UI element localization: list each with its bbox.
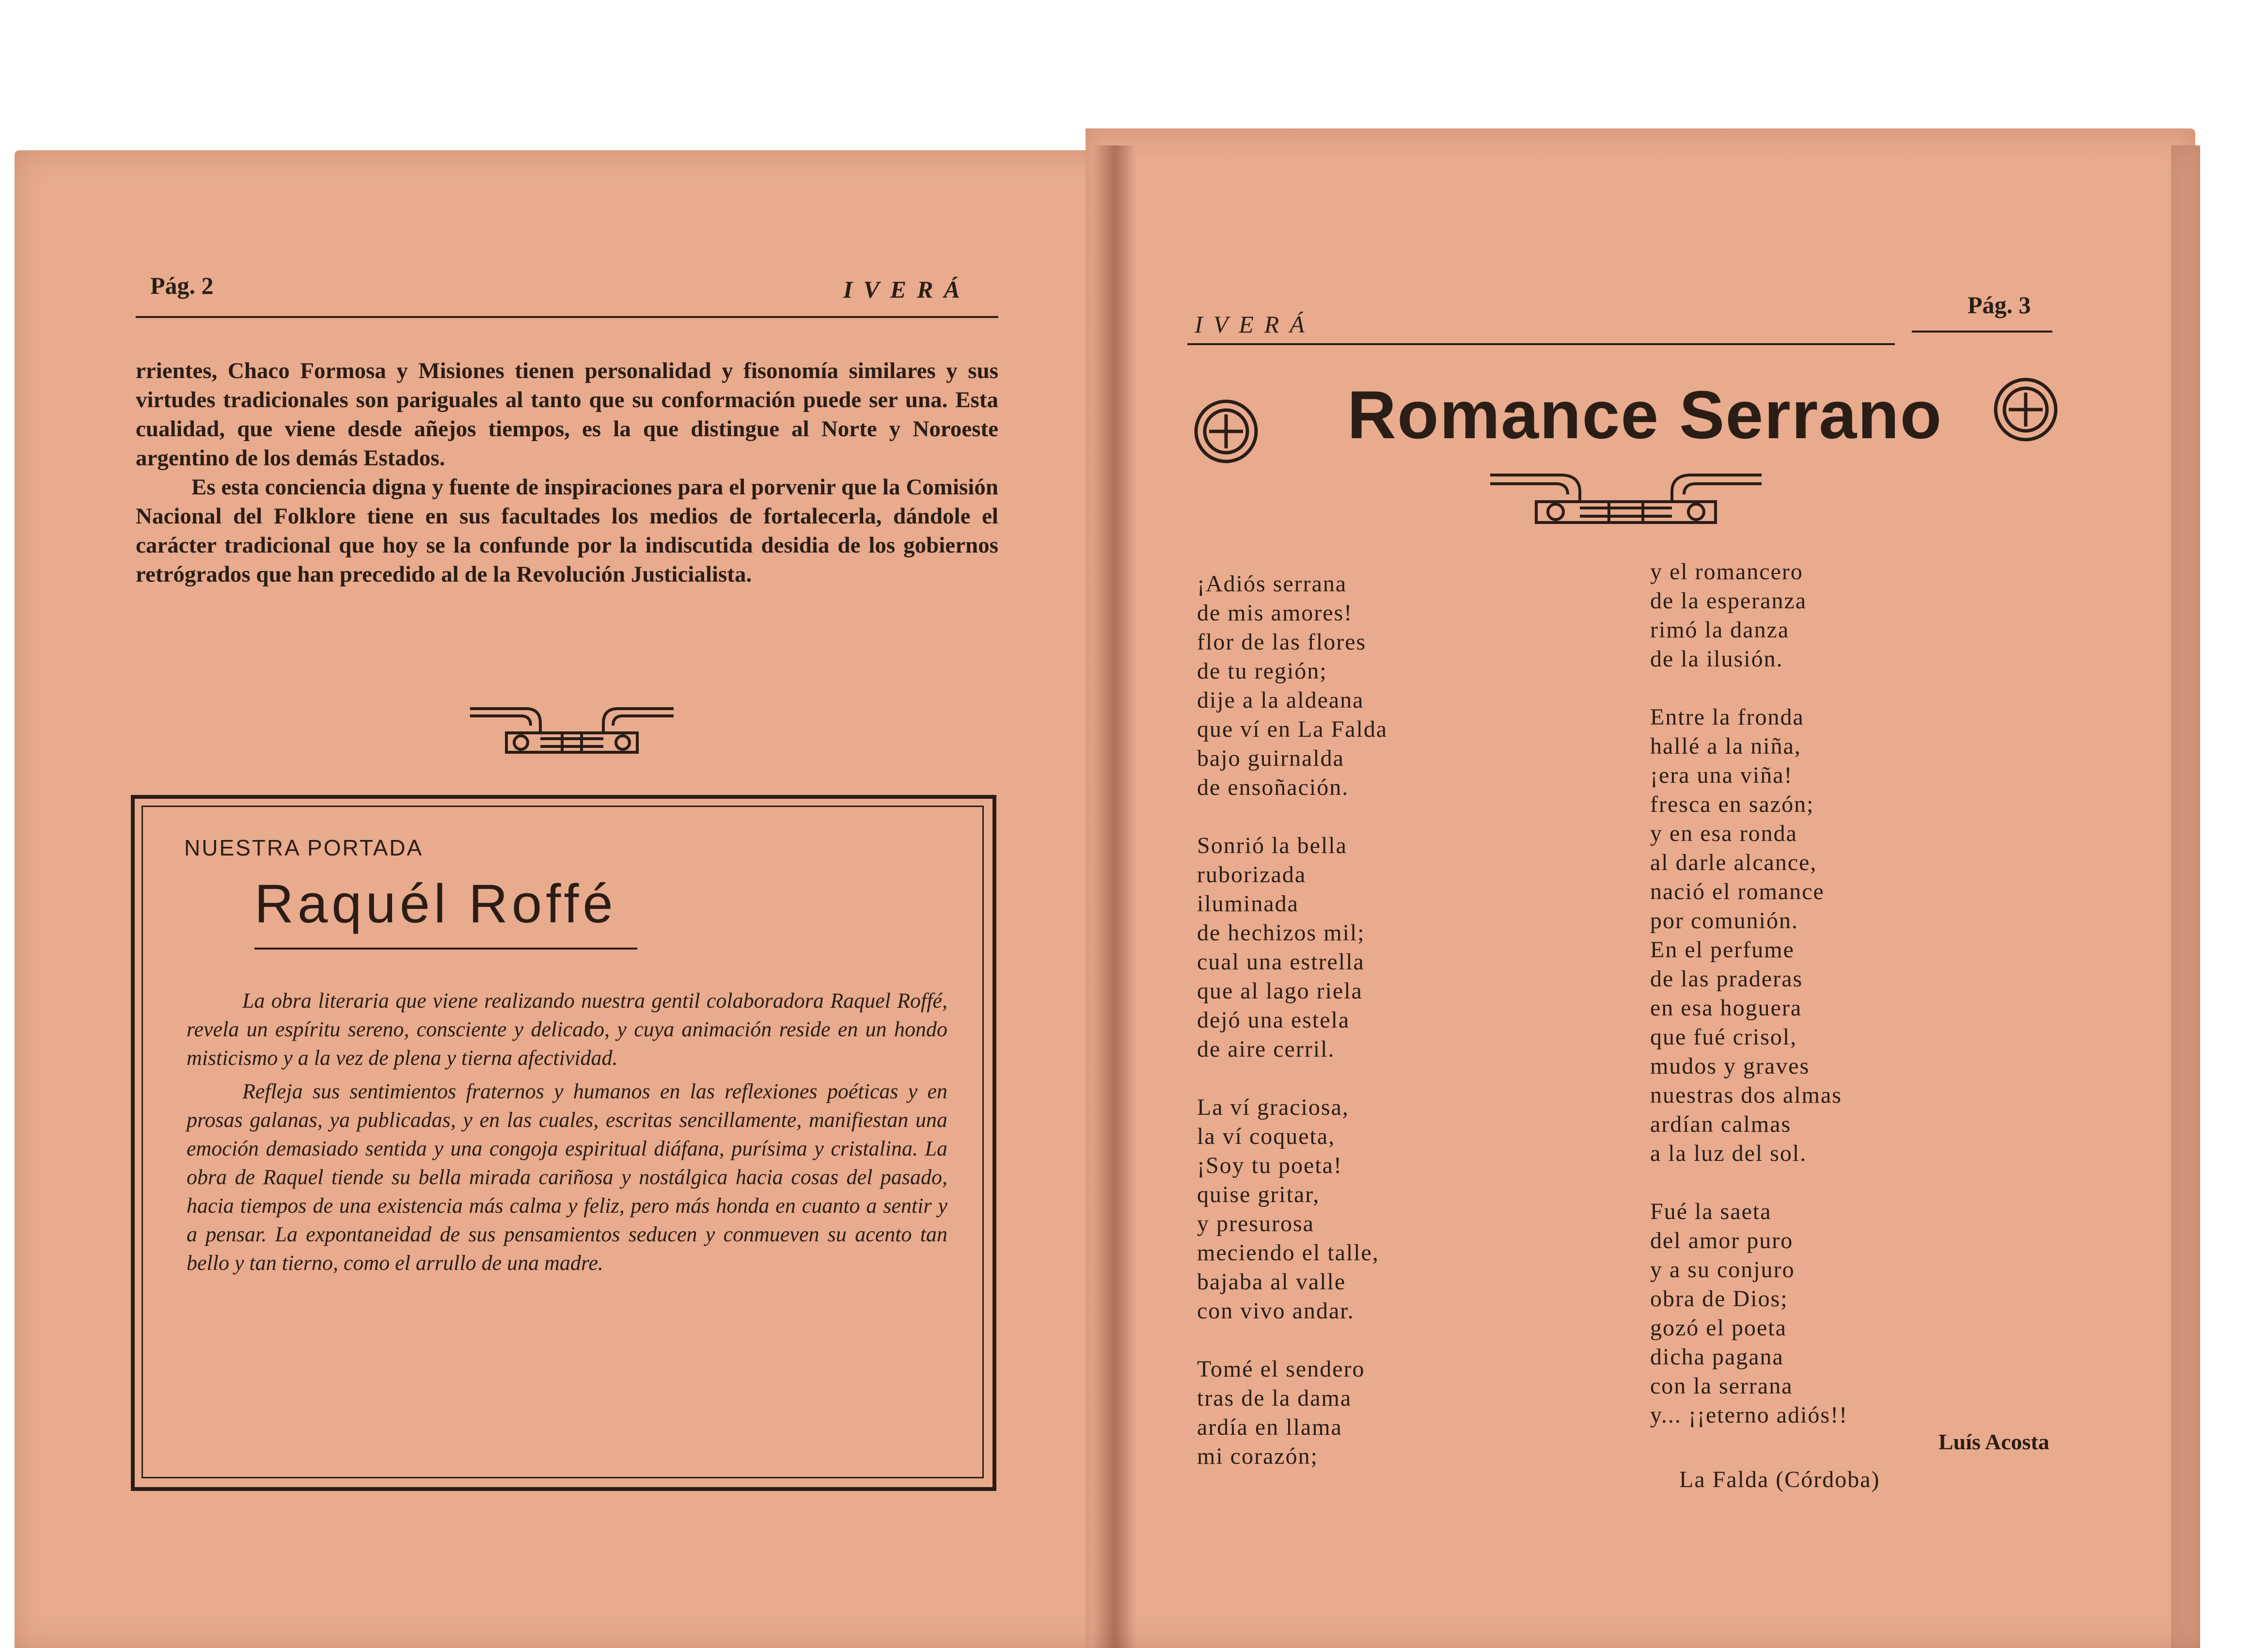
poem-line: que al lago riela	[1197, 978, 1363, 1004]
poem-line: iluminada	[1197, 891, 1299, 917]
poem-line: La ví graciosa,	[1197, 1094, 1349, 1120]
poem-line: de aire cerril.	[1197, 1036, 1335, 1062]
paragraph: La obra literaria que viene realizando nuestra gentil colaboradora Raquel Roffé, revela un espíritu sereno, consciente y delicado, y cuya animación reside en un hondo misticismo y a la vez de plena y tierna afectividad.	[187, 989, 947, 1070]
right-header-rule	[1187, 343, 1895, 345]
poem-line: Tomé el sendero	[1197, 1356, 1365, 1382]
poem-line: al darle alcance,	[1650, 850, 1817, 875]
poem-stanza	[1197, 831, 1387, 1064]
poem-line: bajaba al valle	[1197, 1269, 1346, 1295]
poem-line: de la ilusión.	[1650, 646, 1783, 672]
ornament-vignette	[1488, 470, 1764, 526]
poem-line: gozó el poeta	[1650, 1315, 1787, 1341]
poem-line: de tu región;	[1197, 658, 1327, 684]
right-header-rule-short	[1912, 331, 2052, 333]
left-header-rule	[136, 316, 998, 318]
poem-line: por comunión.	[1650, 908, 1798, 934]
page-edge	[2171, 145, 2200, 1648]
poem-line: con vivo andar.	[1197, 1298, 1354, 1324]
poem-line: que ví en La Falda	[1197, 716, 1388, 742]
right-page-number: Pág. 3	[1968, 291, 2031, 318]
poem-line: ¡era una viña!	[1650, 762, 1793, 788]
poem-column-left	[1197, 570, 1387, 1500]
poem-stanza	[1650, 703, 1848, 1168]
poem-line: cual una estrella	[1197, 949, 1365, 975]
poem-line: hallé a la niña,	[1650, 733, 1801, 759]
paragraph: rrientes, Chaco Formosa y Misiones tienen personalidad y fisonomía similares y sus virtudes tradicionales son pariguales al tanto que su conformación puede ser una. Esta cualidad, que viene desde añejos tiempos, es la que distingue al Norte y Noroeste argentino de los demás Estados.	[136, 358, 998, 471]
poem-line: que fué crisol,	[1650, 1024, 1797, 1050]
poem-line: En el perfume	[1650, 937, 1795, 963]
portada-name-rule	[254, 948, 637, 950]
ornament-vignette	[468, 704, 676, 757]
poem-line: dicha pagana	[1650, 1344, 1784, 1370]
poem-line: y... ¡¡eterno adiós!!	[1650, 1402, 1848, 1428]
book-gutter	[1093, 145, 1136, 1648]
left-page-number: Pág. 2	[150, 272, 214, 299]
poem-line: con la serrana	[1650, 1373, 1793, 1399]
poem-line: ¡Soy tu poeta!	[1197, 1153, 1342, 1178]
poem-line: de mis amores!	[1197, 600, 1353, 626]
poem-line: rimó la danza	[1650, 617, 1790, 643]
poem-line: ruborizada	[1197, 862, 1307, 887]
circle-ornament-left	[1190, 395, 1262, 468]
poem-line: flor de las flores	[1197, 629, 1367, 655]
poem-line: dejó una estela	[1197, 1007, 1350, 1033]
portada-label: NUESTRA PORTADA	[184, 835, 424, 860]
poem-stanza	[1650, 1197, 1848, 1430]
poem-line: nuestras dos almas	[1650, 1082, 1842, 1108]
poem-line: meciendo el talle,	[1197, 1240, 1379, 1266]
poem-line: ¡Adiós serrana	[1197, 571, 1347, 597]
poem-line: en esa hoguera	[1650, 995, 1802, 1021]
poem-line: dije a la aldeana	[1197, 687, 1364, 713]
poem-line: la ví coqueta,	[1197, 1124, 1336, 1149]
poem-line: obra de Dios;	[1650, 1286, 1788, 1312]
paragraph: Es esta conciencia digna y fuente de inspiraciones para el porvenir que la Comisión Nacional del Folklore tiene en sus facultades los medios de fortalecerla, dándole el carácter tradicional que hoy se la confunde por la indiscutida desidia de los gobiernos retrógrados que han precedido al de la Revolución Justicialista.	[136, 475, 998, 587]
poem-line: tras de la dama	[1197, 1385, 1352, 1411]
right-masthead: IVERÁ	[1195, 311, 1315, 338]
poem-author: Luís Acosta	[1938, 1429, 2049, 1454]
poem-line: de ensoñación.	[1197, 775, 1349, 800]
poem-stanza	[1197, 1355, 1387, 1471]
poem-line: y en esa ronda	[1650, 821, 1797, 846]
poem-column-right	[1650, 557, 1848, 1459]
poem-place: La Falda (Córdoba)	[1679, 1467, 1880, 1492]
portada-text	[187, 986, 947, 1277]
poem-stanza	[1650, 557, 1848, 674]
poem-line: ardía en llama	[1197, 1414, 1342, 1440]
poem-line: nació el romance	[1650, 879, 1825, 904]
poem-line: y presurosa	[1197, 1211, 1314, 1236]
poem-line: de la esperanza	[1650, 588, 1807, 614]
poem-line: Fué la saeta	[1650, 1199, 1772, 1224]
poem-line: y el romancero	[1650, 559, 1803, 585]
poem-line: fresca en sazón;	[1650, 792, 1814, 817]
paragraph: Refleja sus sentimientos fraternos y humanos en las reflexiones poéticas y en prosas galanas, ya publicadas, y en las cuales, escritas sencillamente, manifiestan una emoción demasiado sentida y una congoja espiritual diáfana, purísima y cristalina. La obra de Raquel tiende su bella mirada cariñosa y nostálgica hacia cosas del pasado, hacia tiempos de una existencia más calma y feliz, pero más honda en cuanto a sentir y a pensar. La expontaneidad de sus pensamientos seducen y conmueven su acento tan bello y tan tierno, como el arrullo de una madre.	[187, 1079, 947, 1275]
poem-line: bajo guirnalda	[1197, 745, 1344, 771]
portada-name: Raquél Roffé	[254, 873, 617, 934]
poem-line: del amor puro	[1650, 1228, 1794, 1253]
poem-line: mudos y graves	[1650, 1053, 1810, 1079]
poem-line: Sonrió la bella	[1197, 833, 1347, 858]
poem-stanza	[1197, 570, 1387, 802]
left-masthead: IVERÁ	[843, 276, 971, 303]
poem-line: quise gritar,	[1197, 1182, 1320, 1207]
poem-line: y a su conjuro	[1650, 1257, 1795, 1283]
poem-title: Romance Serrano	[1347, 377, 1943, 453]
poem-line: Entre la fronda	[1650, 704, 1804, 730]
poem-stanza	[1197, 1093, 1387, 1326]
poem-line: de las praderas	[1650, 966, 1803, 992]
poem-line: de hechizos mil;	[1197, 920, 1365, 946]
poem-line: mi corazón;	[1197, 1443, 1318, 1469]
left-body-text	[136, 356, 998, 589]
poem-line: ardían calmas	[1650, 1111, 1792, 1137]
poem-line: a la luz del sol.	[1650, 1141, 1807, 1166]
circle-ornament-right	[1989, 373, 2062, 446]
